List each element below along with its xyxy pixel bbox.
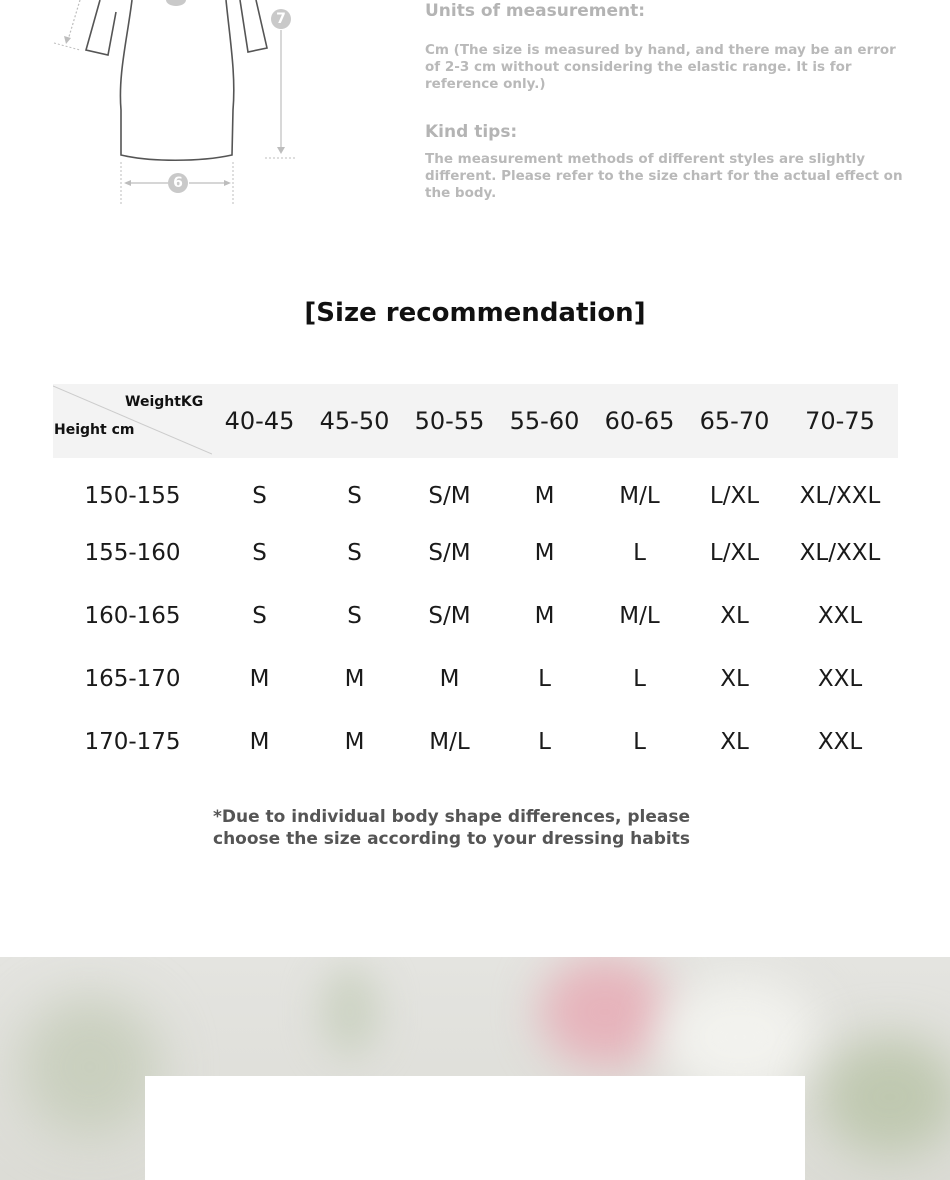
size-cell: M [344,728,365,755]
weight-column-header: 70-75 [805,407,875,435]
weight-column-header: 55-60 [509,407,580,435]
height-range-cell: 150-155 [84,482,181,509]
height-range-cell: 160-165 [84,602,181,629]
size-cell: XL/XXL [799,539,881,566]
size-cell: M/L [619,602,660,629]
weight-column-header: 45-50 [319,407,390,435]
size-cell: M/L [429,728,470,755]
leaf-blur [20,997,160,1137]
measure-marker-length: 7 [271,9,291,29]
size-cell: S [347,482,362,509]
size-cell: S/M [428,482,471,509]
table-row [53,710,898,773]
size-cell: XL [720,665,749,692]
size-cell: M [534,482,555,509]
size-cell: M [439,665,460,692]
size-cell: M [344,665,365,692]
table-corner-cell [53,384,212,458]
pink-flower-blur [540,957,670,1067]
stem-blur [320,967,380,1057]
size-cell: XXL [817,665,863,692]
size-cell: L [633,728,646,755]
size-cell: S [252,602,267,629]
weight-column-header: 65-70 [699,407,770,435]
units-heading: Units of measurement: [425,1,646,21]
weight-column-header: 40-45 [224,407,295,435]
table-row [53,647,898,710]
size-cell: L [633,665,646,692]
size-cell: L [538,728,551,755]
size-cell: S [347,539,362,566]
measure-marker-hem: 6 [168,173,188,193]
size-cell: L/XL [709,539,760,566]
height-axis-label: Height cm [54,422,135,438]
size-cell: XXL [817,602,863,629]
height-range-cell: 165-170 [84,665,181,692]
height-range-cell: 155-160 [84,539,181,566]
size-recommendation-title: [Size recommendation] [304,298,646,328]
size-cell: M [249,728,270,755]
size-footnote: *Due to individual body shape differences, please choose the size according to your dressing habits [213,807,690,849]
size-cell: S [347,602,362,629]
weight-column-header: 60-65 [604,407,675,435]
table-row [53,521,898,584]
table-header-row [53,384,898,458]
size-cell: S [252,482,267,509]
size-cell: S/M [428,539,471,566]
table-row [53,584,898,647]
size-cell: XXL [817,728,863,755]
size-cell: S [252,539,267,566]
dress-outline-drawing [0,0,400,210]
weight-column-header: 50-55 [414,407,485,435]
size-cell: M [534,539,555,566]
blurred-floral-photo [0,957,950,1180]
white-content-card [145,1076,805,1180]
size-recommendation-table [53,384,898,773]
size-cell: L [633,539,646,566]
kind-tips-heading: Kind tips: [425,122,518,142]
units-text: Cm (The size is measured by hand, and there may be an error of 2-3 cm without considering the elastic range. It is for reference only.) [425,42,896,92]
size-cell: XL [720,728,749,755]
kind-tips-text: The measurement methods of different styles are slightly different. Please refer to the size chart for the actual effect on the body. [425,151,903,201]
table-row [53,458,898,521]
size-cell: M [249,665,270,692]
height-range-cell: 170-175 [84,728,181,755]
weight-axis-label: WeightKG [125,394,204,410]
size-cell: L/XL [709,482,760,509]
size-cell: L [538,665,551,692]
size-cell: S/M [428,602,471,629]
garment-measurement-diagram [0,0,400,210]
size-cell: XL/XXL [799,482,881,509]
size-cell: XL [720,602,749,629]
size-cell: M [534,602,555,629]
size-cell: M/L [619,482,660,509]
leaf-blur [820,1037,950,1157]
